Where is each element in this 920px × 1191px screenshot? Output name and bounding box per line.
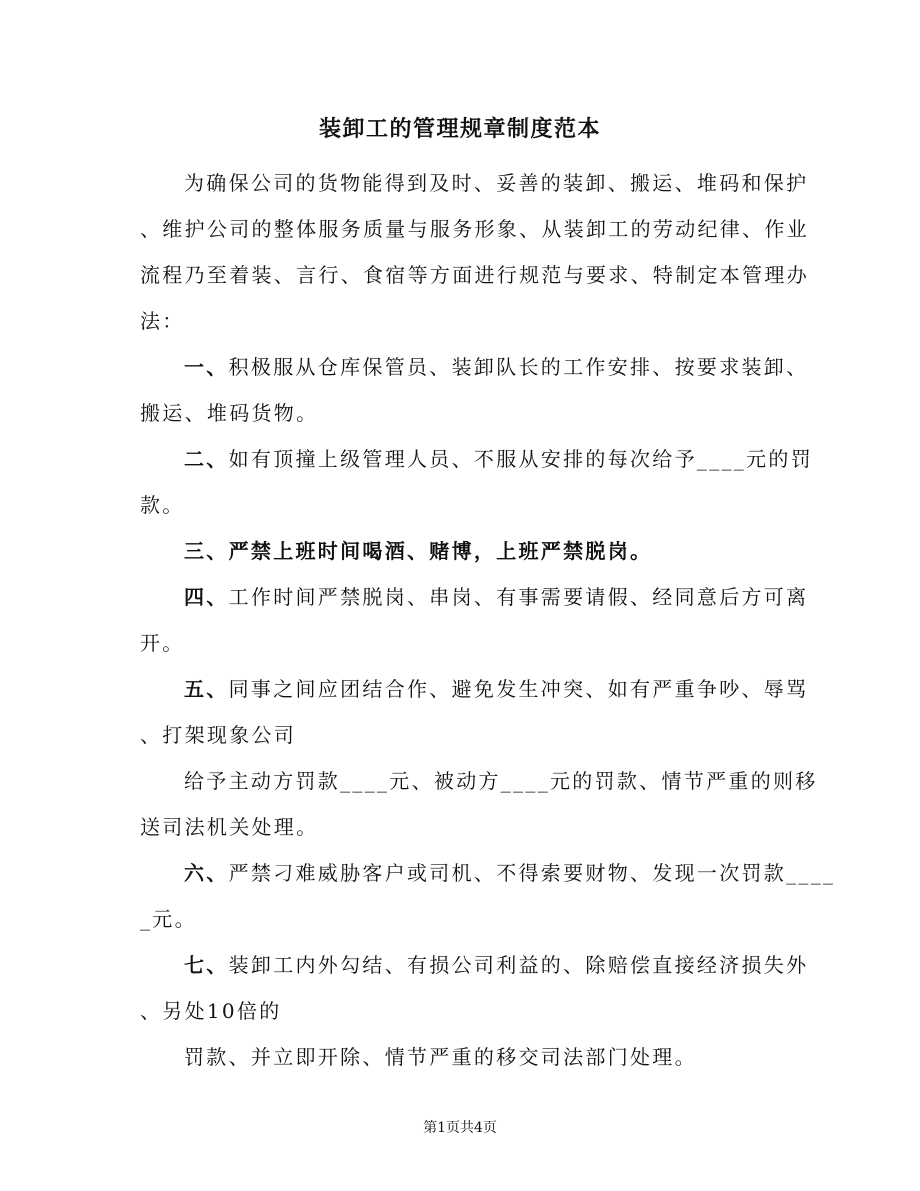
text-line bbox=[140, 442, 814, 488]
text-line bbox=[140, 1040, 800, 1086]
text-line bbox=[140, 902, 800, 948]
page-footer: 第1页共4页 bbox=[423, 1120, 497, 1136]
clause-number: 二、 bbox=[184, 447, 229, 471]
line-text: 搬运、堆码货物。 bbox=[140, 401, 319, 425]
clause-number: 五、 bbox=[184, 677, 229, 701]
line-text: 送司法机关处理。 bbox=[140, 815, 319, 839]
text-line bbox=[140, 350, 809, 396]
line-text: 积极服从仓库保管员、装卸队长的工作安排、按要求装卸、 bbox=[228, 355, 809, 379]
clause-number: 一、 bbox=[184, 355, 229, 379]
text-line bbox=[140, 948, 809, 994]
line-text: 严禁上班时间喝酒、赌博，上班严禁脱岗。 bbox=[228, 539, 653, 563]
clause-number: 七、 bbox=[184, 953, 229, 977]
text-line bbox=[140, 626, 800, 672]
text-line bbox=[140, 488, 800, 534]
line-text: 流程乃至着装、言行、食宿等方面进行规范与要求、特制定本管理办 bbox=[140, 263, 809, 287]
line-text: 工作时间严禁脱岗、串岗、有事需要请假、经同意后方可离 bbox=[228, 585, 809, 609]
line-text: 罚款、并立即开除、情节严重的移交司法部门处理。 bbox=[184, 1045, 697, 1069]
clause-number: 四、 bbox=[184, 585, 229, 609]
text-line bbox=[140, 166, 809, 212]
line-text: 开。 bbox=[140, 631, 185, 655]
text-line bbox=[140, 994, 800, 1040]
document-body bbox=[140, 166, 836, 1086]
line-text: 为确保公司的货物能得到及时、妥善的装卸、搬运、堆码和保护 bbox=[184, 171, 809, 195]
line-text: 如有顶撞上级管理人员、不服从安排的每次给予____元的罚 bbox=[228, 447, 814, 471]
line-text: 、打架现象公司 bbox=[140, 723, 297, 747]
line-text: 、维护公司的整体服务质量与服务形象、从装卸工的劳动纪律、作业 bbox=[140, 217, 809, 241]
clause-number: 三、 bbox=[184, 539, 229, 563]
clause-number: 六、 bbox=[184, 861, 229, 885]
document-title: 装卸工的管理规章制度范本 bbox=[318, 116, 601, 142]
line-text: 给予主动方罚款____元、被动方____元的罚款、情节严重的则移 bbox=[184, 769, 818, 793]
text-line bbox=[140, 580, 809, 626]
text-line bbox=[140, 718, 800, 764]
text-line bbox=[140, 810, 800, 856]
text-line bbox=[140, 672, 809, 718]
text-line bbox=[140, 212, 809, 258]
text-line bbox=[140, 396, 800, 442]
line-text: 、另处10倍的 bbox=[140, 999, 282, 1023]
line-text: _元。 bbox=[140, 907, 197, 931]
line-text: 款。 bbox=[140, 493, 185, 517]
line-text: 装卸工内外勾结、有损公司利益的、除赔偿直接经济损失外 bbox=[228, 953, 809, 977]
line-text: 法： bbox=[140, 309, 185, 333]
text-line bbox=[140, 534, 800, 580]
text-line bbox=[140, 258, 809, 304]
text-line bbox=[140, 764, 818, 810]
line-text: 严禁刁难威胁客户或司机、不得索要财物、发现一次罚款____ bbox=[228, 861, 836, 885]
text-line bbox=[140, 856, 836, 902]
line-text: 同事之间应团结合作、避免发生冲突、如有严重争吵、辱骂 bbox=[228, 677, 809, 701]
text-line bbox=[140, 304, 800, 350]
